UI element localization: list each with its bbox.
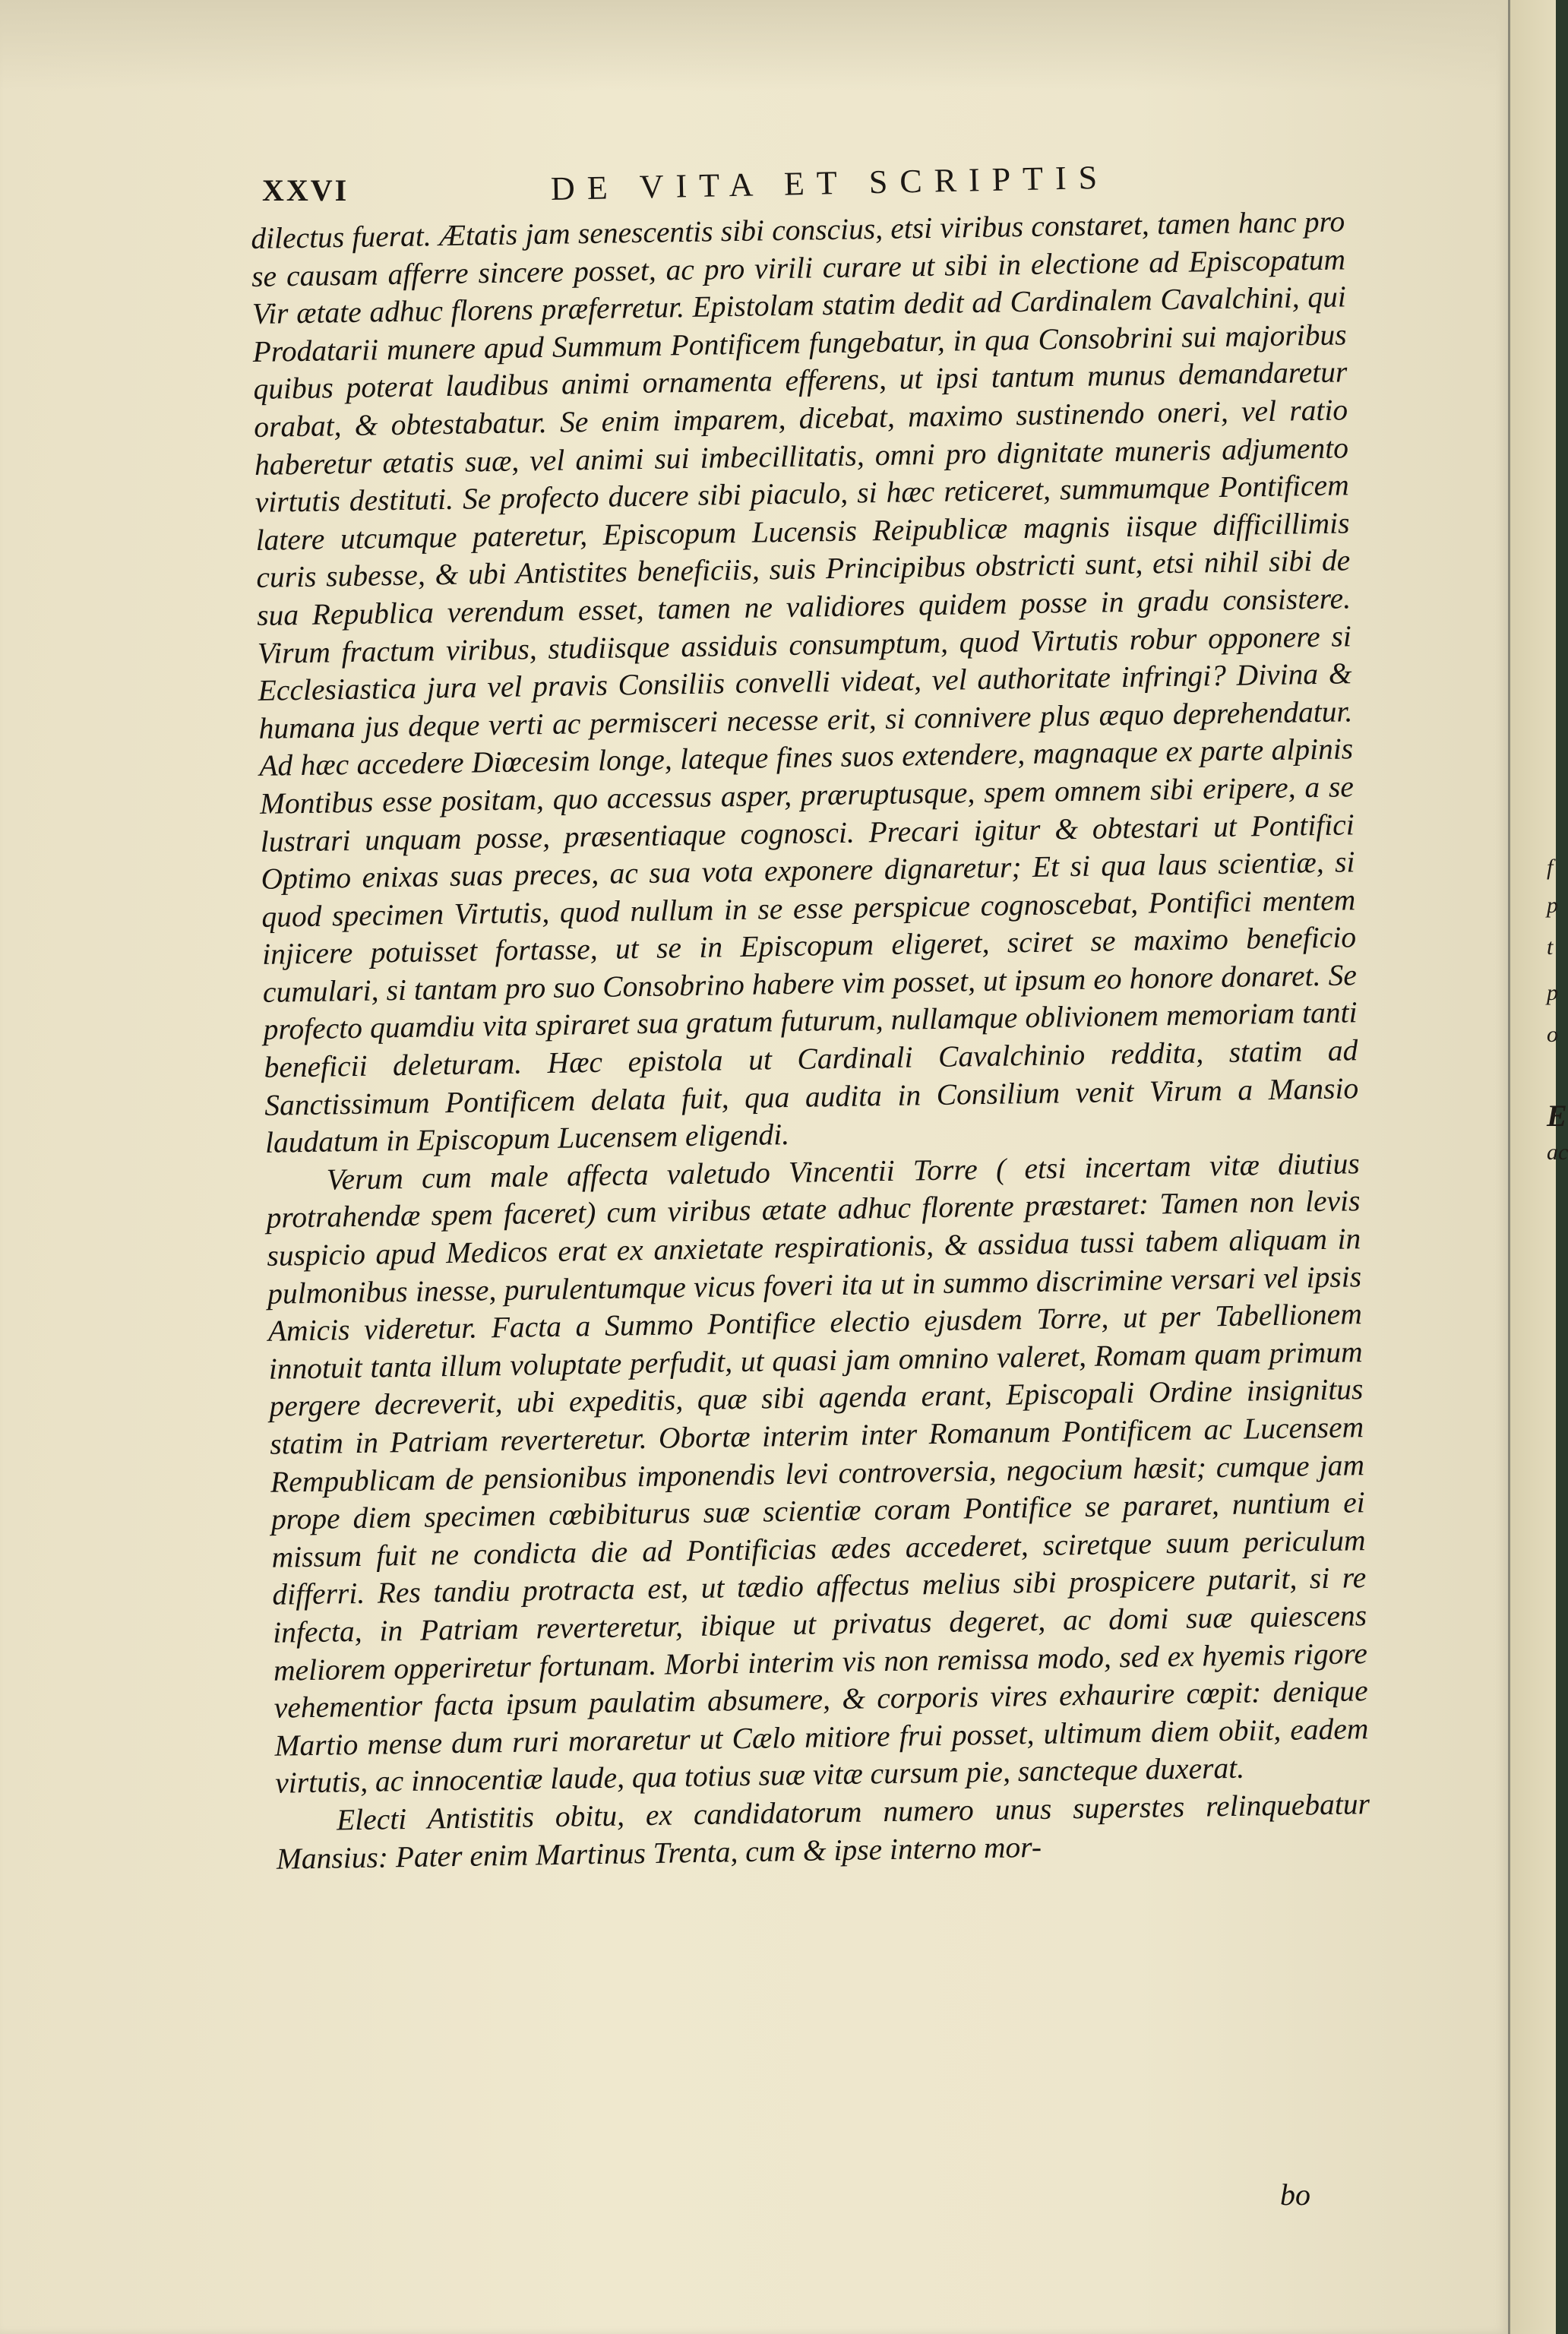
margin-fragment: E	[1547, 1099, 1567, 1133]
margin-fragment: t	[1547, 935, 1554, 960]
paragraph: dilectus fuerat. Ætatis jam senescentis sibi conscius, etsi viribus constaret, tamen hanc pro se causam afferre sincere posset, ac pro virili curare ut sibi in electione ad Episcopatum Vir ætate adhuc florens præferretur. Epistolam statim dedit ad Cardinalem Cavalchini, qui Prodatarii munere apud Summum Pontificem fungebatur, in qua Consobrini sui majoribus quibus poterat laudibus animi ornamenta efferens, ut ipsi tantum munus demandaretur orabat, & obtestabatur. Se enim imparem, dicebat, maximo sustinendo oneri, vel ratio haberetur ætatis suæ, vel animi sui imbecillitatis, omni pro dignitate muneris adjumento virtutis destituti. Se profecto ducere sibi piaculo, si hæc reticeret, summumque Pontificem latere utcumque pateretur, Episcopum Lucensis Reipublicæ magnis iisque difficillimis curis subesse, & ubi Antistites beneficiis, suis Principibus obstricti sunt, etsi nihil sibi de sua Republica verendum esset, tamen ne validiores quidem posse in gradu consistere. Virum fractum viribus, studiisque assiduis consumptum, quod Virtutis robur opponere si Ecclesiastica jura vel pravis Consiliis convelli videat, vel authoritate infringi? Divina & humana jus deque verti ac permisceri necesse erit, si connivere plus æquo deprehendatur. Ad hæc accedere Diœcesim longe, lateque fines suos extendere, magnaque ex parte alpinis Montibus esse positam, quo accessus asper, præruptusque, spem omnem sibi eripere, a se lustrari unquam posse, præsentiaque cognosci. Precari igitur & obtestari ut Pontifici Optimo enixas suas preces, ac sua vota exponere dignaretur; Et si qua laus scientiæ, si quod specimen Virtutis, quod nullum in se esse perspicue cognoscebat, Pontifici mentem injicere potuisset fortasse, ut se in Episcopum eligeret, sciret se maximo beneficio cumulari, si tantam pro suo Consobrino habere vim posset, ut ipsum eo honore donaret. Se profecto quamdiu vita spiraret sua gratum futurum, nullamque oblivionem memoriam tanti beneficii deleturam. Hæc epistola ut Cardinali Cavalchinio reddita, statim ad Sanctissimum Pontificem delata fuit, qua audita in Consilium venit Virum a Mansio laudatum in Episcopum Lucensem eligendi.	[251, 204, 1359, 1160]
margin-fragment: f	[1547, 855, 1554, 880]
next-page-edge	[1510, 0, 1556, 2334]
running-head: DE VITA ET SCRIPTIS	[550, 158, 1110, 207]
margin-fragment: p	[1547, 893, 1558, 918]
catchword: bo	[1280, 2177, 1310, 2212]
paragraph: Electi Antistitis obitu, ex candidatorum numero unus superstes relinquebatur Mansius: Pater enim Martinus Trenta, cum & ipse interno mor-	[276, 1787, 1370, 1876]
margin-fragment: o	[1547, 1022, 1558, 1047]
page-header	[262, 156, 1341, 209]
page-top-shadow	[0, 0, 1508, 91]
margin-fragment: p	[1547, 980, 1558, 1005]
page-number: XXVI	[262, 173, 349, 207]
paragraph: Verum cum male affecta valetudo Vincentii Torre ( etsi incertam vitæ diutius protrahendæ spem faceret) cum viribus ætate adhuc florente præstaret: Tamen non levis suspicio apud Medicos erat ex anxietate respirationis, & assidua tussi tabem aliquam in pulmonibus inesse, purulentumque vicus foveri ita ut in summo discrimine versari vel ipsis Amicis videretur. Facta a Summo Pontifice electio ejusdem Torre, ut per Tabellionem innotuit tanta illum voluptate perfudit, ut quasi jam omnino valeret, Romam quam primum pergere decreverit, ubi expeditis, quæ sibi agenda erant, Episcopali Ordine insignitus statim in Patriam reverteretur. Obortæ interim inter Romanum Pontificem ac Lucensem Rempublicam de pensionibus imponendis levi controversia, negocium hæsit; cumque jam prope diem specimen cœbibiturus suæ scientiæ coram Pontifice se pararet, nuntium ei missum fuit ne condicta die ad Pontificias ædes accederet, sciretque suum periculum differri. Res tandiu protracta est, ut tædio affectus melius sibi prospicere putarit, si re infecta, in Patriam reverteretur, ibique ut privatus degeret, ac domi suæ quiescens meliorem opperiretur fortunam. Morbi interim vis non remissa modo, sed ex hyemis rigore vehementior facta ipsum paulatim absumere, & corporis vires exhaurire cœpit: denique Martio mense dum ruri moraretur ut Cælo mitiore frui posset, ultimum diem obiit, eadem virtutis, ac innocentiæ laude, qua totius suæ vitæ cursum pie, sancteque duxerat.	[266, 1146, 1369, 1801]
margin-fragment: ac	[1547, 1140, 1568, 1165]
body-text	[251, 203, 1370, 1877]
